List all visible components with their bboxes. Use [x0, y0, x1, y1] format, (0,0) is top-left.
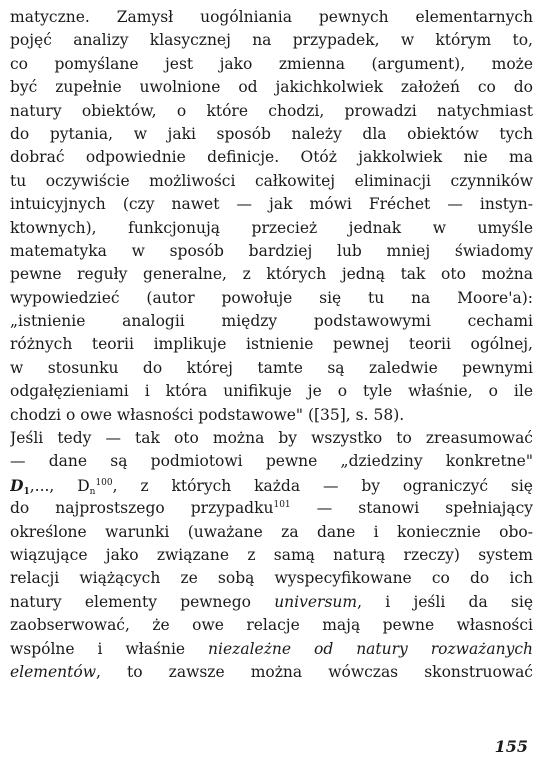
- text-line: matematyka w sposób bardziej lub mniej świadomy: [10, 241, 533, 260]
- book-page-text: [10, 6, 533, 684]
- text-line: ktownych), funkcjonują przecież jednak w umyśle: [10, 218, 533, 237]
- text-line: relacji wiążących ze sobą wyspecyfikowane co do ich: [10, 569, 533, 588]
- text-line: Jeśli tedy — tak oto można by wszystko to zreasumować: [10, 429, 533, 448]
- quotation-line: odgałęzieniami i która unifikuje je o tyle właśnie, o ile: [10, 382, 533, 401]
- text-line-with-footnote: $D_1$,..., $D_n^{100}$, z których każda — by ograniczyć się: [10, 475, 533, 497]
- text-line-with-italic: wspólne i właśnie niezależne od natury rozważanych: [10, 639, 533, 658]
- text-line: pojęć analizy klasycznej na przypadek, w którym to,: [10, 31, 533, 50]
- text-line-with-italic: natury elementy pewnego universum, i jeśli da się: [10, 592, 533, 611]
- math-symbol-d1: D: [10, 475, 24, 495]
- quotation-line: „istnienie analogii między podstawowymi cechami: [10, 312, 533, 331]
- text-line: natury obiektów, o które chodzi, prowadzi natychmiast: [10, 101, 533, 120]
- text-line: co pomyślane jest jako zmienna (argument), może: [10, 54, 533, 73]
- text-line: pewne reguły generalne, z których jedną tak oto można: [10, 265, 533, 284]
- text-line: dobrać odpowiednie definicje. Otóż jakkolwiek nie ma: [10, 148, 533, 167]
- footnote-marker: 101: [273, 500, 291, 511]
- text-line: wiązujące jako związane z samą naturą rzeczy) system: [10, 545, 533, 564]
- text-line: — dane są podmiotowi pewne „dziedziny konkretne": [10, 452, 533, 471]
- quotation-line: w stosunku do której tamte są zaledwie pewnymi: [10, 358, 533, 377]
- quotation-line: chodzi o owe własności podstawowe" ([35], s. 58).: [10, 405, 405, 424]
- text-line-with-italic: elementów, to zawsze można wówczas skonstruować: [10, 662, 533, 681]
- text-line: wypowiedzieć (autor powołuje się tu na Moore'a):: [10, 288, 533, 307]
- text-line: tu oczywiście możliwości całkowitej eliminacji czynników: [10, 171, 533, 190]
- text-line: określone warunki (uważane za dane i koniecznie obo-: [10, 522, 533, 541]
- text-line: zaobserwować, że owe relacje mają pewne własności: [10, 616, 533, 635]
- footnote-marker: 100: [95, 477, 113, 488]
- text-line: intuicyjnych (czy nawet — jak mówi Fréchet — instyn-: [10, 195, 533, 214]
- text-line: do pytania, w jaki sposób należy dla obiektów tych: [10, 124, 533, 143]
- text-line-with-footnote: do najprostszego przypadku$^{101}$ — stanowi spełniający: [10, 499, 533, 518]
- text-line: matyczne. Zamysł uogólniania pewnych elementarnych: [10, 8, 533, 26]
- text-line: być zupełnie uwolnione od jakichkolwiek założeń co do: [10, 78, 533, 97]
- page-number: 155: [494, 737, 528, 756]
- quotation-line: różnych teorii implikuje istnienie pewnej teorii ogólnej,: [10, 335, 533, 354]
